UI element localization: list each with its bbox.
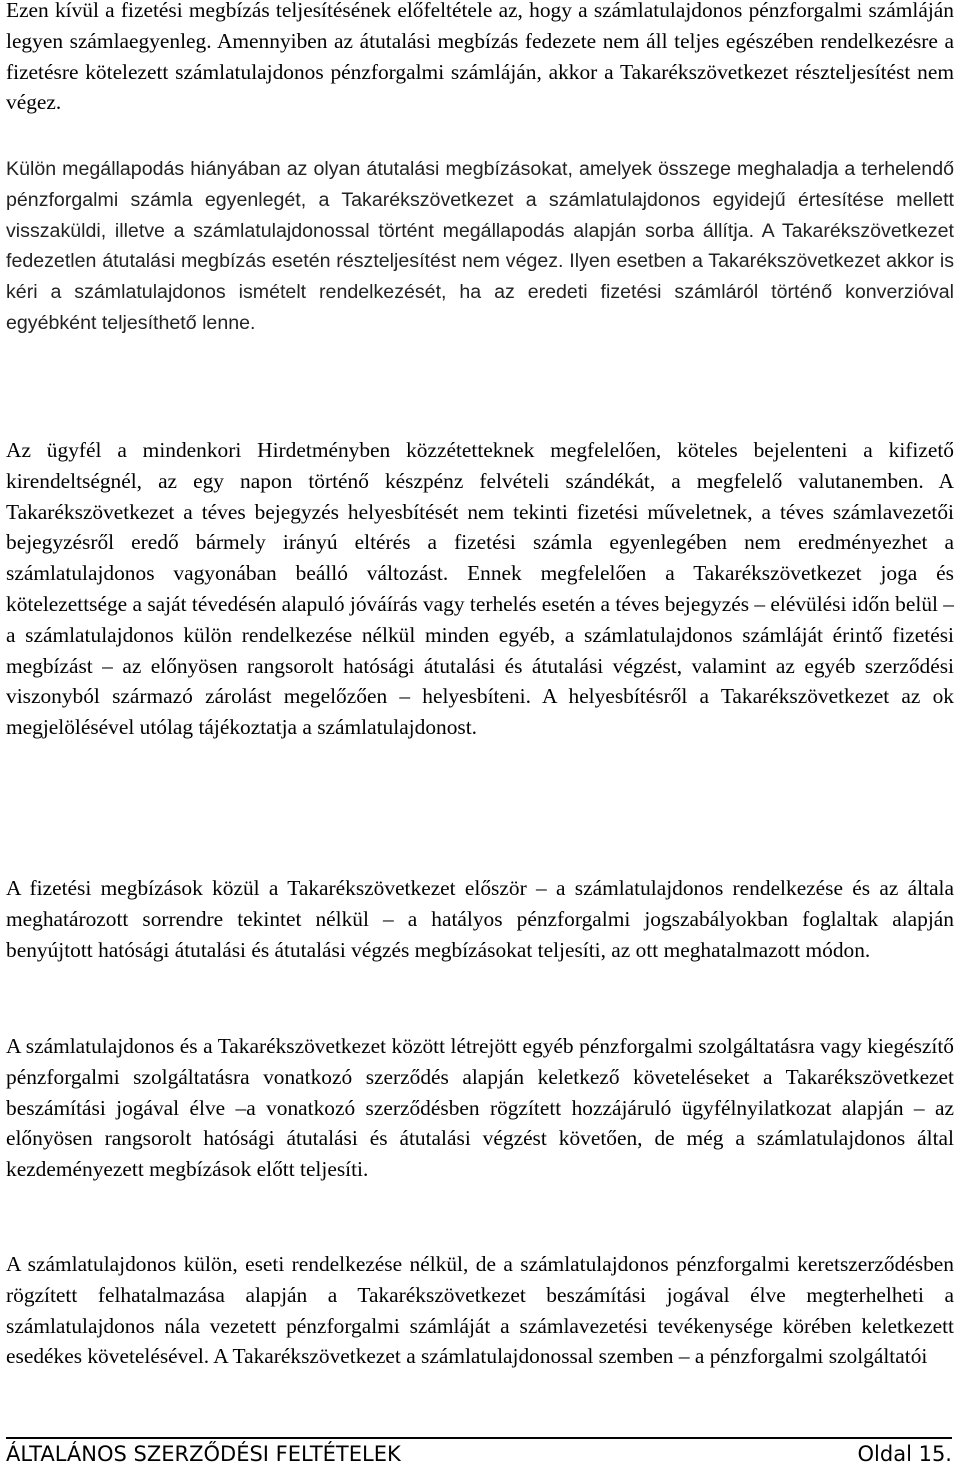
footer-title: ÁLTALÁNOS SZERZŐDÉSI FELTÉTELEK [6,1442,401,1466]
paragraph-keszpenz-helyesbites: Az ügyfél a mindenkori Hirdetményben közzétetteknek megfelelően, köteles bejelenteni a kifizető kirendeltségnél, az egy napon történő készpénz felvételi szándékát, a megfelelő valutanemben. A Takarékszövetkezet a téves bejegyzés helyesbítését nem tekinti fizetési műveletnek, a téves számlavezetői bejegyzésről eredő bármely irányú eltérés a fizetési számla egyenlegében nem eredményezhet a számlatulajdonos vagyonában beálló változást. Ennek megfelelően a Takarékszövetkezet joga és kötelezettsége a saját tévedésén alapuló jóváírás vagy terhelés esetén a téves bejegyzés – elévülési időn belül – a számlatulajdonos külön rendelkezése nélkül minden egyéb, a számlatulajdonos számláját érintő fizetési megbízást – az előnyösen rangsorolt hatósági átutalási és átutalási végzést, valamint az egyéb szerződési viszonyból származó zárolást megelőzően – helyesbíteni. A helyesbítésről a Takarékszövetkezet az ok megjelölésével utólag tájékoztatja a számlatulajdonost. [6,438,954,740]
page-number: Oldal 15. [857,1442,952,1466]
paragraph-terheles: A számlatulajdonos külön, eseti rendelkezése nélkül, de a számlatulajdonos pénzforgalmi keretszerződésben rögzített felhatalmazása alapján a Takarékszövetkezet beszámítási jogával élve megterhelheti a számlatulajdonos nála vezetett pénzforgalmi számláját a számlavezetési tevékenysége körében keletkezett esedékes követelésével. A Takarékszövetkezet a számlatulajdonossal szemben – a pénzforgalmi szolgáltatói [6,1252,954,1369]
paragraph-teljesitesi-sorrend: A fizetési megbízások közül a Takarékszövetkezet először – a számlatulajdonos rendelkezése és az általa meghatározott sorrendre tekintet nélkül – a hatályos pénzforgalmi jogszabályokban foglaltak alapján benyújtott hatósági átutalási és átutalási végzés megbízásokat teljesíti, az ott meghatalmazott módon. [6,876,954,962]
page-footer [6,1437,952,1469]
paragraph-fedezet: Ezen kívül a fizetési megbízás teljesítésének előfeltétele az, hogy a számlatulajdonos pénzforgalmi számláján legyen számlaegyenleg. Amennyiben az átutalási megbízás fedezete nem áll teljes egészében rendelkezésre a fizetésre kötelezett számlatulajdonos pénzforgalmi számláján, akkor a Takarékszövetkezet részteljesítést nem végez. [6,0,954,115]
paragraph-fedezetlen-megbizas: Külön megállapodás hiányában az olyan átutalási megbízásokat, amelyek összege meghaladja a terhelendő pénzforgalmi számla egyenlegét, a Takarékszövetkezet a számlatulajdonos egyidejű értesítése mellett visszaküldi, illetve a számlatulajdonossal történt megállapodás alapján sorba állítja. A Takarékszövetkezet fedezetlen átutalási megbízás esetén részteljesítést nem végez. Ilyen esetben a Takarékszövetkezet akkor is kéri a számlatulajdonos ismételt rendelkezését, ha az eredeti fizetési számláról történő konverzióval egyébként teljesíthető lenne. [6,158,954,334]
paragraph-beszamitas: A számlatulajdonos és a Takarékszövetkezet között létrejött egyéb pénzforgalmi szolgáltatásra vagy kiegészítő pénzforgalmi szolgáltatásra vonatkozó szerződés alapján keletkező követeléseket a Takarékszövetkezet beszámítási jogával élve –a vonatkozó szerződésben rögzített hozzájáruló ügyfélnyilatkozat alapján – az előnyösen rangsorolt hatósági átutalási és átutalási végzést követően, de még a számlatulajdonos által kezdeményezett megbízások előtt teljesíti. [6,1034,954,1182]
